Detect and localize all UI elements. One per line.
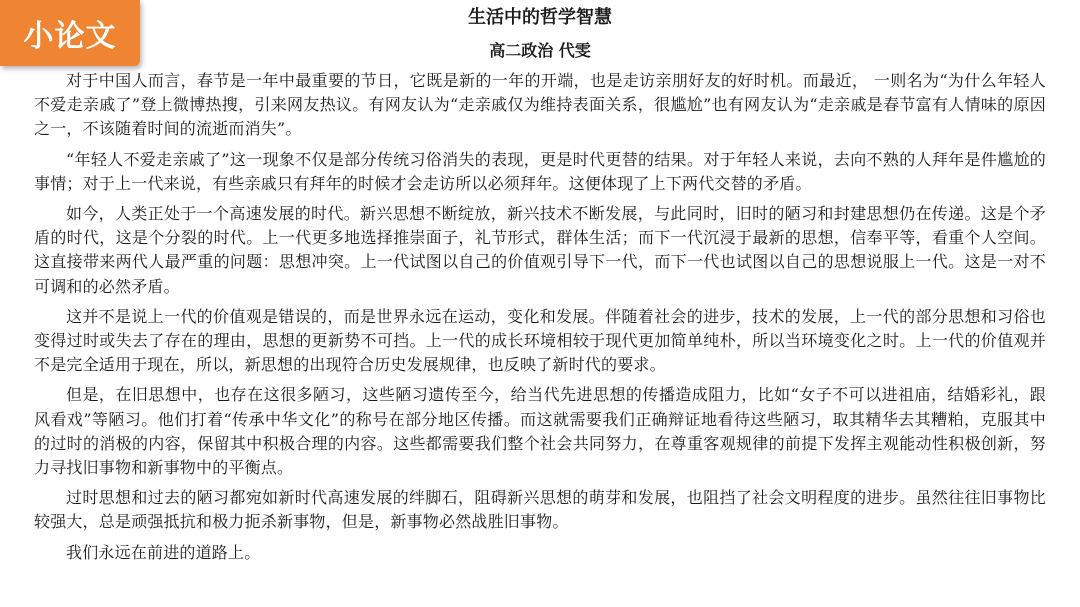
essay-paragraph: 这并不是说上一代的价值观是错误的，而是世界永远在运动，变化和发展。伴随着社会的进步，技术的发展，上一代的部分思想和习俗也变得过时或失去了存在的理由，思想的更新势不可挡。上一代的成长环境相较于现代更加简单纯朴，所以当环境变化之时。上一代的价值观并不是完全适用于现在，所以，新思想的出现符合历史发展规律，也反映了新时代的要求。 bbox=[34, 306, 1046, 375]
essay-title: 生活中的哲学智慧 bbox=[468, 7, 612, 28]
essay-document bbox=[34, 4, 1046, 571]
essay-paragraph: 但是，在旧思想中，也存在这很多陋习，这些陋习遗传至今，给当代先进思想的传播造成阻力，比如“女子不可以进祖庙，结婚彩礼，跟风看戏”等陋习。他们打着“传承中华文化”的称号在部分地区传播。而这就需要我们正确辩证地看待这些陋习，取其精华去其糟粕，克服其中的过时的消极的内容，保留其中积极合理的内容。这些都需要我们整个社会共同努力，在尊重客观规律的前提下发挥主观能动性积极创新，努力寻找旧事物和新事物中的平衡点。 bbox=[34, 385, 1046, 478]
essay-paragraph: 我们永远在前进的道路上。 bbox=[66, 542, 261, 562]
essay-paragraph: “年轻人不爱走亲戚了”这一现象不仅是部分传统习俗消失的表现，更是时代更替的结果。对于年轻人来说，去向不熟的人拜年是件尴尬的事情；对于上一代来说，有些亲戚只有拜年的时候才会走访所以必须拜年。这便体现了上下两代交替的矛盾。 bbox=[34, 149, 1046, 193]
essay-paragraph: 过时思想和过去的陋习都宛如新时代高速发展的绊脚石，阻碍新兴思想的萌芽和发展，也阻挡了社会文明程度的进步。虽然往往旧事物比较强大，总是顽强抵抗和极力扼杀新事物，但是，新事物必然战胜旧事物。 bbox=[34, 488, 1046, 532]
essay-paragraph: 对于中国人而言，春节是一年中最重要的节日，它既是新的一年的开端，也是走访亲朋好友的好时机。而最近， 一则名为“为什么年轻人不爱走亲戚了”登上微博热搜，引来网友热议。有网友认为“走亲戚仅为维持表面关系，很尴尬”也有网友认为“走亲戚是春节富有人情味的原因之一，不该随着时间的流逝而消失”。 bbox=[34, 71, 1046, 139]
essay-paragraph: 如今，人类正处于一个高速发展的时代。新兴思想不断绽放，新兴技术不断发展，与此同时，旧时的陋习和封建思想仍在传递。这是个矛盾的时代，这是个分裂的时代。上一代更多地选择推崇面子，礼节形式，群体生活；而下一代沉浸于最新的思想，信奉平等，看重个人空间。这直接带来两代人最严重的问题：思想冲突。上一代试图以自己的价值观引导下一代，而下一代也试图以自己的思想说服上一代。这是一对不可调和的必然矛盾。 bbox=[34, 204, 1046, 296]
essay-author: 高二政治 代雯 bbox=[489, 41, 591, 60]
badge-label: 小论文 bbox=[23, 19, 117, 54]
